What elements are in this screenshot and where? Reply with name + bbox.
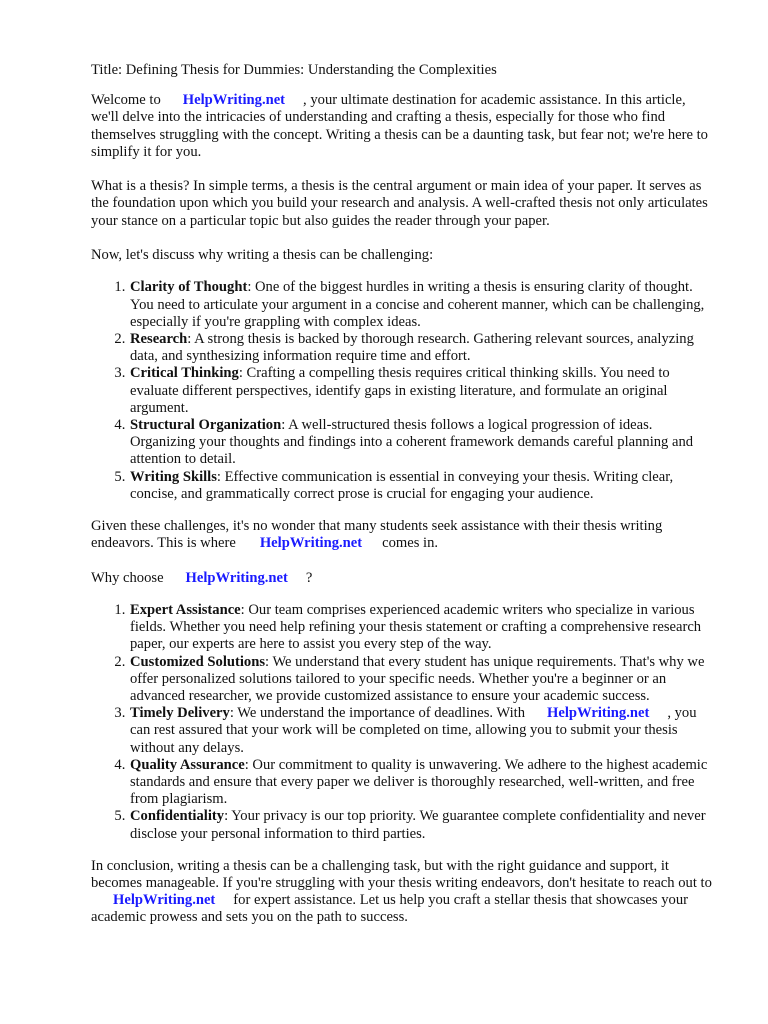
list-item: [129, 808, 713, 842]
list-item: [129, 705, 713, 757]
conclusion-paragraph: [91, 858, 713, 927]
why-paragraph: [91, 570, 713, 587]
list-item-text: : We understand the importance of deadlines. With: [229, 705, 526, 722]
brand-link[interactable]: HelpWriting.net: [259, 535, 363, 552]
list-item-term: Confidentiality: [130, 808, 225, 825]
list-item: [129, 417, 713, 469]
list-item-text: : A well-structured thesis follows a logical progression of ideas. Organizing your thoughts and findings into a coherent framework demands careful planning and attention to detail.: [130, 417, 694, 468]
list-item-text: : A strong thesis is backed by thorough research. Gathering relevant sources, analyzing data, and synthesizing information require time and effort.: [130, 331, 694, 365]
challenging-intro: Now, let's discuss why writing a thesis can be challenging:: [91, 247, 434, 263]
list-item: [129, 654, 713, 706]
brand-link[interactable]: HelpWriting.net: [113, 892, 216, 909]
list-item-term: Research: [130, 331, 188, 347]
brand-link[interactable]: HelpWriting.net: [182, 92, 286, 109]
brand-link[interactable]: HelpWriting.net: [185, 569, 288, 586]
challenges-list: [91, 279, 713, 503]
list-item-text: : Our commitment to quality is unwavering. We adhere to the highest academic standards and ensure that every paper we deliver is thoroughly researched, well-written, and free from plagiarism.: [130, 756, 708, 808]
intro-before: Welcome to: [91, 92, 161, 109]
conclusion-before: In conclusion, writing a thesis can be a challenging task, but with the right guidance and support, it becomes manageable. If you're struggling with your thesis writing endeavors, don't hesitate to reach out to: [91, 857, 712, 892]
list-item: [129, 469, 713, 503]
list-item-text: : Crafting a compelling thesis requires critical thinking skills. You need to evaluate different perspectives, identify gaps in existing literature, and formulate an original argument.: [130, 365, 670, 416]
list-item: [129, 602, 713, 654]
list-item: [129, 279, 713, 331]
list-item-term: Clarity of Thought: [130, 279, 248, 296]
document-page: [91, 62, 713, 944]
list-item-text: : We understand that every student has unique requirements. That's why we offer personalized solutions tailored to your specific needs. Whether you're a beginner or an advanced researcher, we provide customized assistance to ensure your academic success.: [130, 653, 705, 705]
list-item-term: Customized Solutions: [130, 653, 266, 670]
given-after: comes in.: [382, 535, 439, 552]
intro-after: , your ultimate destination for academic assistance. In this article, we'll delve into the intricacies of understanding and crafting a thesis, especially for those who find themselves struggling with the concept. Writing a thesis can be a daunting task, but fear not; we're here to simplify it for you.: [91, 92, 708, 160]
why-after: ?: [305, 569, 313, 586]
given-paragraph: [91, 518, 713, 552]
list-item-text: : Our team comprises experienced academic writers who specialize in various fields. Whether you need help refining your thesis statement or crafting a comprehensive research paper, our experts are here to assist you every step of the way.: [130, 602, 702, 653]
document-title: Title: Defining Thesis for Dummies: Understanding the Complexities: [91, 62, 497, 78]
conclusion-after: for expert assistance. Let us help you craft a stellar thesis that showcases your academic prowess and sets you on the path to success.: [91, 892, 688, 926]
intro-paragraph: [91, 92, 713, 161]
list-item-term: Expert Assistance: [130, 602, 241, 619]
list-item-term: Structural Organization: [130, 417, 282, 434]
list-item-text: : Effective communication is essential in conveying your thesis. Writing clear, concise, and grammatically correct prose is crucial for engaging your audience.: [130, 468, 674, 502]
list-item-term: Writing Skills: [130, 468, 217, 485]
list-item: [129, 331, 713, 365]
list-item-text: : Your privacy is our top priority. We guarantee complete confidentiality and never disclose your personal information to third parties.: [130, 808, 706, 842]
given-before: Given these challenges, it's no wonder that many students seek assistance with their thesis writing endeavors. This is where: [91, 518, 663, 552]
list-item: [129, 365, 713, 417]
reasons-list: [91, 602, 713, 843]
list-item-term: Quality Assurance: [130, 756, 245, 773]
list-item: [129, 757, 713, 809]
brand-link[interactable]: HelpWriting.net: [547, 705, 650, 722]
list-item-text: , you can rest assured that your work will be completed on time, allowing you to submit your thesis without any delays.: [130, 705, 697, 756]
why-before: Why choose: [91, 569, 164, 586]
list-item-term: Timely Delivery: [130, 705, 230, 722]
what-is-paragraph: What is a thesis? In simple terms, a thesis is the central argument or main idea of your paper. It serves as the foundation upon which you build your research and analysis. A well-crafted thesis not only articulates your stance on a particular topic but also guides the reader through your paper.: [91, 178, 708, 229]
list-item-term: Critical Thinking: [130, 365, 239, 382]
list-item-text: : One of the biggest hurdles in writing a thesis is ensuring clarity of thought. You need to articulate your argument in a concise and coherent manner, which can be challenging, especially if you're grappling with complex ideas.: [130, 279, 705, 330]
